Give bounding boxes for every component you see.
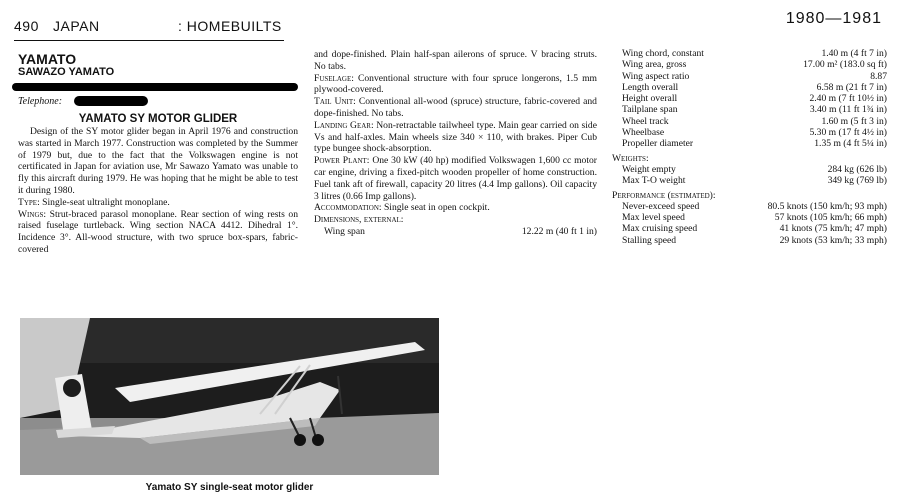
dimensions-rows [612,48,887,150]
spec-label: Height overall [622,93,678,105]
page-number: 490 [14,18,39,34]
fuselage-label: Fuselage: [314,72,354,84]
photo-caption: Yamato SY single-seat motor glider [145,482,314,493]
spec-value: 1.40 m (4 ft 7 in) [821,48,887,59]
spec-label: Tailplane span [622,104,678,116]
section-heading: : HOMEBUILTS [178,18,282,34]
spec-label: Wing aspect ratio [622,70,690,82]
spec-label: Max T-O weight [622,175,686,187]
spec-value: 5.30 m (17 ft 4½ in) [809,127,887,139]
spec-value: 3.40 m (11 ft 1¾ in) [809,104,887,116]
spec-row [612,71,887,82]
accommodation-label: Accommodation: [314,202,382,214]
performance-rows [612,201,887,246]
performance-label: Performance (estimated): [612,189,716,201]
spec-label: Wing area, gross [622,59,687,71]
spec-label: Max cruising speed [622,223,698,235]
aircraft-photo-drawing [20,318,439,475]
power-label: Power Plant: [314,155,370,167]
left-text-column [18,126,298,256]
wings-label: Wings: [18,208,47,220]
power-text: One 30 kW (40 hp) modified Volkswagen 1,600 cc motor car engine, driving a fixed-pitch wooden propeller of home construction. Fuel tank aft of firewall, capacity 20 litres (4.4 Imp gallons). Oil capacity 3 litres (0.66 Imp gallons). [314,155,598,202]
type-label: Type: [18,196,40,208]
spec-value: 284 kg (626 lb) [827,163,887,175]
wings-text: Strut-braced parasol monoplane. Rear section of wing rests on raised fuselage turtleback. Wing section NACA 4412. Dihedral 1°. Incidence 3°. All-wood structure, with two spruce box-spars, fabric-covered [18,208,298,255]
spec-row [612,82,887,93]
spec-row [612,223,887,234]
tail-label: Tail Unit: [314,96,356,108]
gear-text: Non-retractable tailwheel type. Main gear carried on side Vs and half-axles. Main wheels size 340 × 110, with brakes. Piper Cub type bungee shock-absorption. [314,119,597,155]
tail-text: Conventional all-wood (spruce) structure, fabric-covered and dope-finished. No tabs. [314,96,597,119]
spec-row [612,235,887,246]
spec-row [612,48,887,59]
spec-row [612,104,887,115]
spec-row [612,93,887,104]
spec-value: 1.35 m (4 ft 5¼ in) [814,138,887,150]
spec-value: 2.40 m (7 ft 10½ in) [809,93,887,105]
manufacturer-name: SAWAZO YAMATO [18,66,115,78]
spec-row [612,201,887,212]
spec-value: 6.58 m (21 ft 7 in) [816,81,887,93]
address-redaction [12,83,298,91]
wing-span-row [314,226,597,238]
spec-row [612,212,887,223]
spec-table [612,48,887,246]
spec-label: Wing chord, constant [622,48,704,59]
spec-row [612,164,887,175]
spec-label: Length overall [622,81,679,93]
year-range: 1980—1981 [785,10,882,27]
telephone-label: Telephone: [18,96,63,107]
spec-row [612,116,887,127]
aircraft-photo [20,318,439,475]
spec-value: 17.00 m² (183.0 sq ft) [803,59,887,71]
weights-rows [612,164,887,187]
spec-value: 41 knots (75 km/h; 47 mph) [779,223,887,235]
intro-paragraph: Design of the SY motor glider began in April 1976 and construction was started in March 1977. Construction was completed by the Summer of 1979 but, due to the fact that the Volkswagen engine is not certificated in Japan for aviation use, Mr Sawazo Yamato was unable to fly this aircraft during 1979. He was hoping that he might be able to test it during 1980. [18,126,298,196]
wing-span-value: 12.22 m (40 ft 1 in) [521,225,597,237]
spec-label: Propeller diameter [622,138,694,150]
spec-label: Wheelbase [622,127,665,139]
telephone-redaction [74,96,148,106]
weights-label: Weights: [612,152,649,164]
spec-row [612,59,887,70]
spec-row [612,175,887,186]
spec-value: 80.5 knots (150 km/h; 93 mph) [767,200,887,212]
manufacturer-title: YAMATO [18,51,77,67]
country-heading: JAPAN [53,18,100,34]
spec-value: 29 knots (53 km/h; 33 mph) [779,234,887,246]
spec-label: Never-exceed speed [622,200,700,212]
gear-label: Landing Gear: [314,119,374,131]
spec-label: Wheel track [622,115,669,127]
type-text: Single-seat ultralight monoplane. [42,196,170,208]
dimensions-label: Dimensions, external: [314,214,404,226]
spec-value: 57 knots (105 km/h; 66 mph) [774,212,887,224]
header-rule [14,40,284,41]
middle-text-column [314,49,597,238]
spec-label: Weight empty [622,163,676,175]
fuselage-text: Conventional structure with four spruce longerons, 1.5 mm plywood-covered. [314,72,597,96]
spec-label: Stalling speed [622,234,677,246]
wings-continued: and dope-finished. Plain half-span ailerons of spruce. V bracing struts. No tabs. [314,49,597,72]
spec-value: 8.87 [870,70,887,82]
spec-row [612,127,887,138]
spec-label: Max level speed [622,212,685,224]
aircraft-model-title: YAMATO SY MOTOR GLIDER [78,113,238,125]
accommodation-text: Single seat in open cockpit. [383,202,490,214]
spec-value: 1.60 m (5 ft 3 in) [821,115,887,127]
wing-span-label: Wing span [324,225,365,237]
spec-value: 349 kg (769 lb) [827,175,887,187]
spec-row [612,138,887,149]
